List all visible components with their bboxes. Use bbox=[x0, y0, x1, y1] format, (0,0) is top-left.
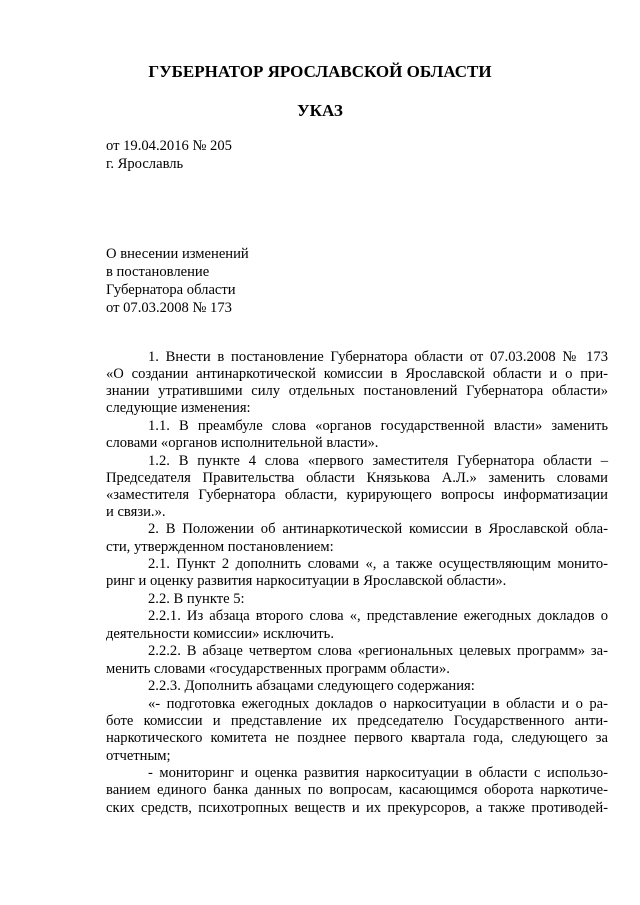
body-line: наркотического комитета не позднее первого квартала года, следующего за bbox=[106, 730, 608, 746]
body-line: менить словами «государственных программ области». bbox=[106, 661, 450, 677]
body-line: ских средств, психотропных веществ и их прекурсоров, а также противодей- bbox=[106, 800, 608, 816]
body-line: 1.2. В пункте 4 слова «первого заместителя Губернатора области – bbox=[148, 453, 608, 469]
body-line: «О создании антинаркотической комиссии в Ярославской области и о при- bbox=[106, 366, 608, 382]
body-line: 2.2. В пункте 5: bbox=[148, 591, 245, 607]
body-line: Председателя Правительства области Князькова А.Л.» заменить словами bbox=[106, 470, 608, 486]
body-line: и связи.». bbox=[106, 504, 166, 520]
body-line: сти, утвержденном постановлением: bbox=[106, 539, 334, 555]
body-line: 1. Внести в постановление Губернатора области от 07.03.2008 № 173 bbox=[148, 349, 608, 365]
issuer-title: ГУБЕРНАТОР ЯРОСЛАВСКОЙ ОБЛАСТИ bbox=[148, 62, 492, 81]
body-line: отчетным; bbox=[106, 748, 171, 764]
city: г. Ярославль bbox=[106, 156, 184, 172]
subject-line: в постановление bbox=[106, 264, 210, 280]
body-line: ринг и оценку развития наркоситуации в Ярославской области». bbox=[106, 573, 507, 589]
body-line: - мониторинг и оценка развития наркоситуации в области с использо- bbox=[148, 765, 608, 781]
body-line: 1.1. В преамбуле слова «органов государственной власти» заменить bbox=[148, 418, 608, 434]
subject-line: О внесении изменений bbox=[106, 246, 249, 262]
body-line: 2.2.2. В абзаце четвертом слова «региональных целевых программ» за- bbox=[148, 643, 608, 659]
body-line: 2.1. Пункт 2 дополнить словами «, а также осуществляющим монито- bbox=[148, 556, 608, 572]
body-line: боте комиссии и представление их председателю Государственного анти- bbox=[106, 713, 608, 729]
body-line: деятельности комиссии» исключить. bbox=[106, 626, 334, 642]
date-number: от 19.04.2016 № 205 bbox=[106, 138, 232, 154]
body-line: словами «органов исполнительной власти». bbox=[106, 435, 379, 451]
body-line: следующие изменения: bbox=[106, 400, 251, 416]
body-line: «- подготовка ежегодных докладов о наркоситуации в области и о ра- bbox=[148, 696, 608, 712]
body-line: знании утратившими силу отдельных постановлений Губернатора области» bbox=[106, 383, 608, 399]
body-line: «заместителя Губернатора области, курирующего вопросы информатизации bbox=[106, 487, 608, 503]
body-line: 2.2.3. Дополнить абзацами следующего содержания: bbox=[148, 678, 475, 694]
body-line: ванием единого банка данных по вопросам, касающимся оборота наркотиче- bbox=[106, 782, 608, 798]
body-line: 2. В Положении об антинаркотической комиссии в Ярославской обла- bbox=[148, 521, 608, 537]
subject-line: от 07.03.2008 № 173 bbox=[106, 300, 232, 316]
subject-line: Губернатора области bbox=[106, 282, 236, 298]
document-type: УКАЗ bbox=[297, 101, 343, 120]
body-line: 2.2.1. Из абзаца второго слова «, представление ежегодных докладов о bbox=[148, 608, 608, 624]
